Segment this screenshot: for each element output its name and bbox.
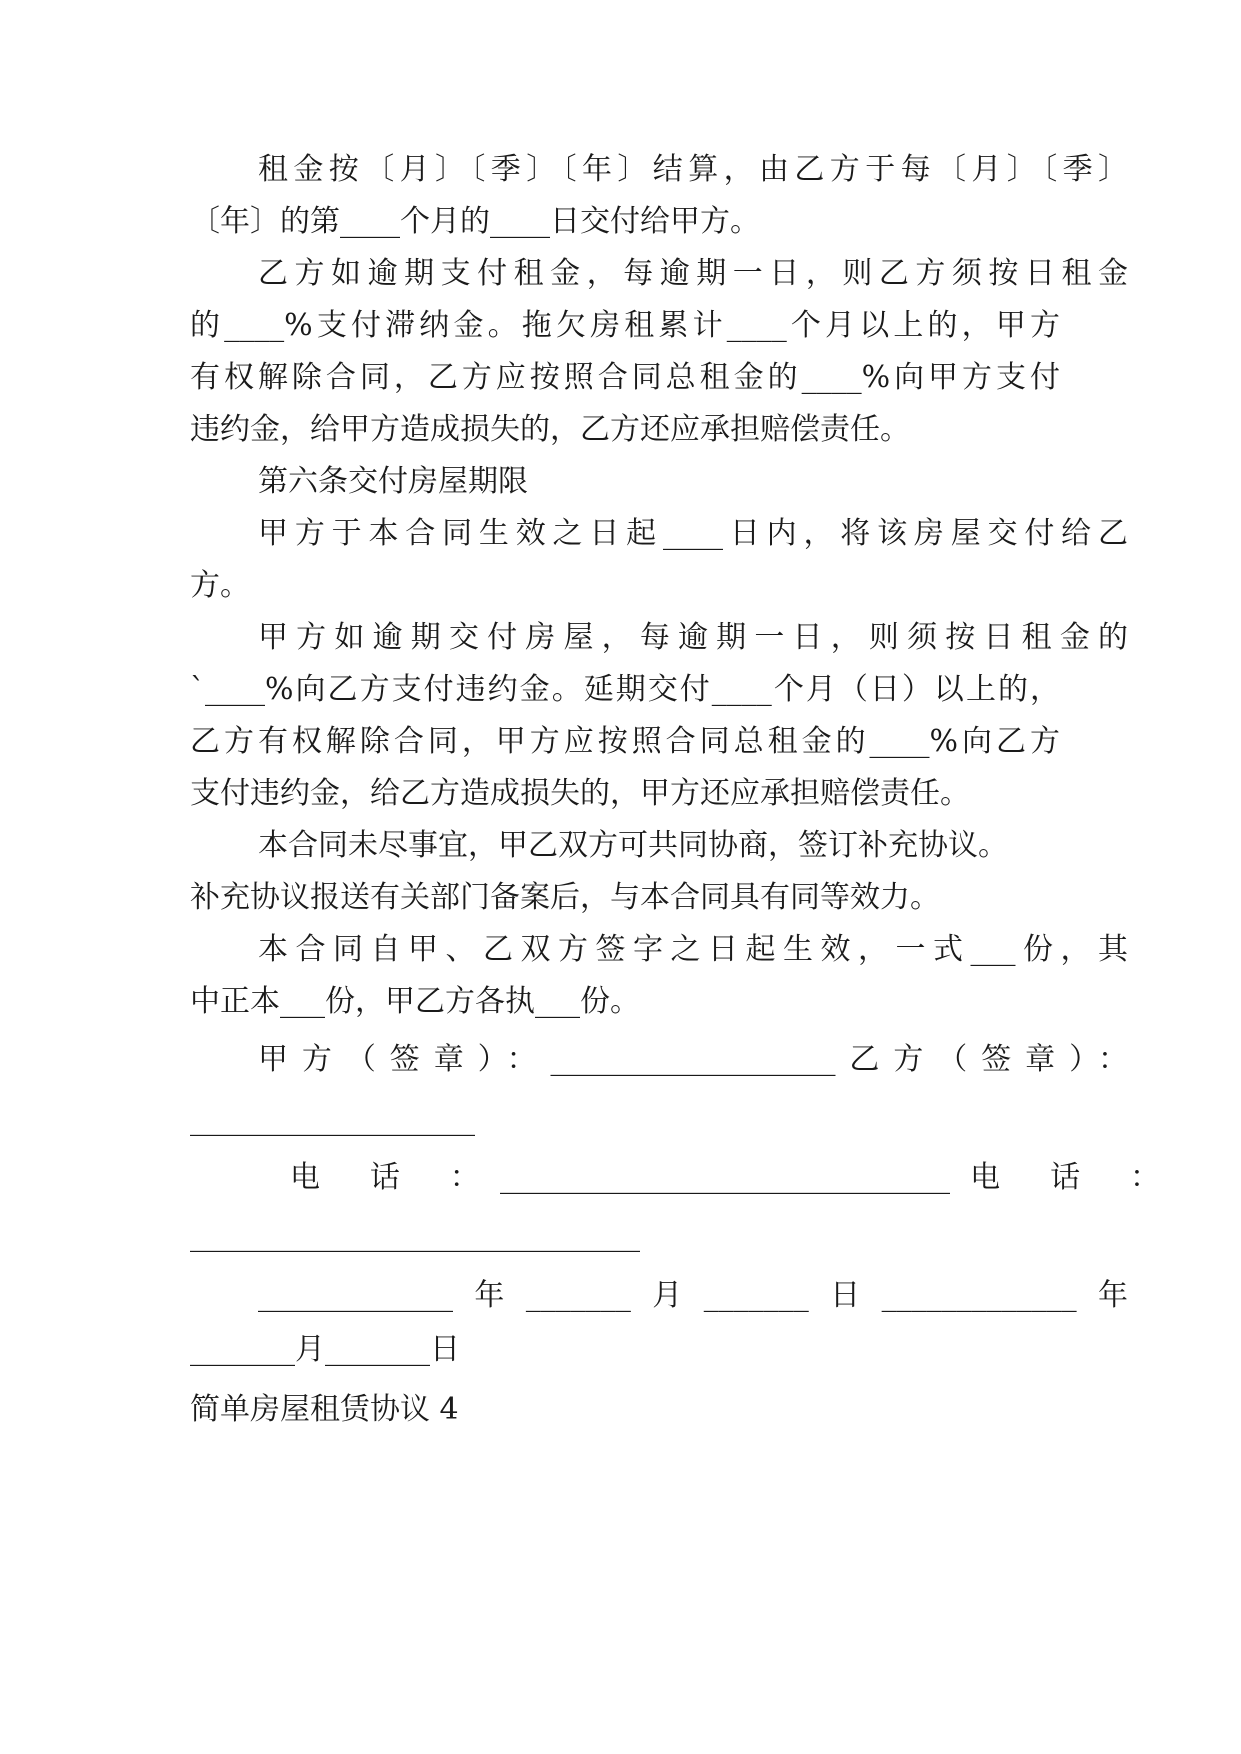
section-heading: 第六条交付房屋期限	[258, 464, 528, 499]
phone-underline: ______________________________	[190, 1218, 640, 1253]
paragraph-line: 有权解除合同，乙方应按照合同总租金的____%向甲方支付	[190, 360, 1060, 395]
next-section-title: 简单房屋租赁协议 4	[190, 1392, 459, 1427]
paragraph-line: 租金按〔月〕〔季〕〔年〕结算，由乙方于每〔月〕〔季〕	[258, 152, 1128, 187]
signature-line-party-a-b: 甲方（签章）：___________________乙方（签章）：	[258, 1042, 1128, 1077]
paragraph-line: 的____%支付滞纳金。拖欠房租累计____个月以上的，甲方	[190, 308, 1060, 343]
paragraph-line: 支付违约金，给乙方造成损失的，甲方还应承担赔偿责任。	[190, 776, 970, 811]
paragraph-line: 中正本___份，甲乙方各执___份。	[190, 984, 640, 1019]
date-line: _____________年_______月_______日_____________年	[258, 1278, 1128, 1313]
paragraph-line: 乙方如逾期支付租金，每逾期一日，则乙方须按日租金	[258, 256, 1128, 291]
paragraph-line: 甲方如逾期交付房屋，每逾期一日，则须按日租金的	[258, 620, 1128, 655]
signature-underline: ___________________	[190, 1102, 475, 1137]
paragraph-line: 补充协议报送有关部门备案后，与本合同具有同等效力。	[190, 880, 940, 915]
paragraph-line: 本合同自甲、乙双方签字之日起生效，一式___份，其	[258, 932, 1128, 967]
paragraph-line: 违约金，给甲方造成损失的，乙方还应承担赔偿责任。	[190, 412, 910, 447]
paragraph-line: 甲方于本合同生效之日起____日内，将该房屋交付给乙	[258, 516, 1128, 551]
paragraph-line: 〔年〕的第____个月的____日交付给甲方。	[190, 204, 760, 239]
paragraph-line: `____%向乙方支付违约金。延期交付____个月（日）以上的，	[190, 672, 1060, 707]
paragraph-line: 乙方有权解除合同，甲方应按照合同总租金的____%向乙方	[190, 724, 1060, 759]
phone-line: 电 话 ：______________________________电 话 ：	[290, 1160, 1160, 1195]
paragraph-line: 本合同未尽事宜，甲乙双方可共同协商，签订补充协议。	[258, 828, 1008, 863]
date-line-continuation: _______月_______日	[190, 1332, 460, 1367]
paragraph-line: 方。	[190, 568, 250, 603]
